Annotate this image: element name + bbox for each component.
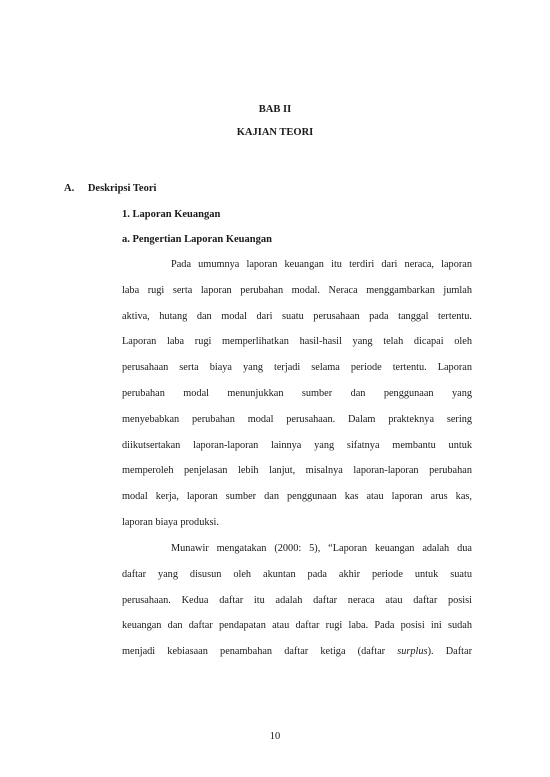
section-heading [64,183,156,194]
italic-term: surplus [397,646,428,658]
text-line: daftar yang disusun oleh akuntan pada akhir periode untuk suatu [122,568,472,580]
text-line: memperoleh penjelasan lebih lanjut, misalnya laporan-laporan perubahan [122,465,472,477]
text-line: perubahan modal menunjukkan sumber dan penggunaan yang [122,387,472,399]
text-line: diikutsertakan laporan-laporan lainnya yang sifatnya membantu untuk [122,439,472,451]
chapter-number: BAB II [258,104,292,115]
section-title: Deskripsi Teori [87,183,157,194]
text-line: Laporan laba rugi memperlihatkan hasil-hasil yang telah dicapai oleh [122,336,472,348]
text-line: perusahaan serta biaya yang terjadi selama periode tertentu. Laporan [122,362,472,374]
text-line: laba rugi serta laporan perubahan modal. Neraca menggambarkan jumlah [122,284,472,296]
text-line: menyebabkan perubahan modal perusahaan. Dalam prakteknya sering [122,413,472,425]
text-line: Pada umumnya laporan keuangan itu terdiri dari neraca, laporan [171,259,472,270]
text-run: menjadi kebiasaan penambahan daftar ketiga (daftar [122,646,398,658]
subsection-heading: 1. Laporan Keuangan [122,209,221,220]
text-line: perusahaan. Kedua daftar itu adalah daftar neraca atau daftar posisi [122,594,472,606]
text-line: aktiva, hutang dan modal dari suatu perusahaan pada tanggal tertentu. [122,310,472,322]
chapter-title: KAJIAN TEORI [236,127,314,138]
text-line: laporan biaya produksi. [122,516,219,528]
text-run: ). Daftar [427,646,472,658]
text-line: keuangan dan daftar pendapatan atau daftar rugi laba. Pada posisi ini sudah [122,620,472,632]
body-paragraph-1 [122,258,472,542]
page-number: 10 [269,731,281,742]
section-label: A. [64,183,75,194]
text-line [122,645,472,671]
body-paragraph-2 [122,542,472,671]
subsubsection-heading: a. Pengertian Laporan Keuangan [122,234,272,245]
text-line: modal kerja, laporan sumber dan penggunaan kas atau laporan arus kas, [122,491,472,503]
text-line: Munawir mengatakan (2000: 5), “Laporan keuangan adalah dua [171,543,472,554]
